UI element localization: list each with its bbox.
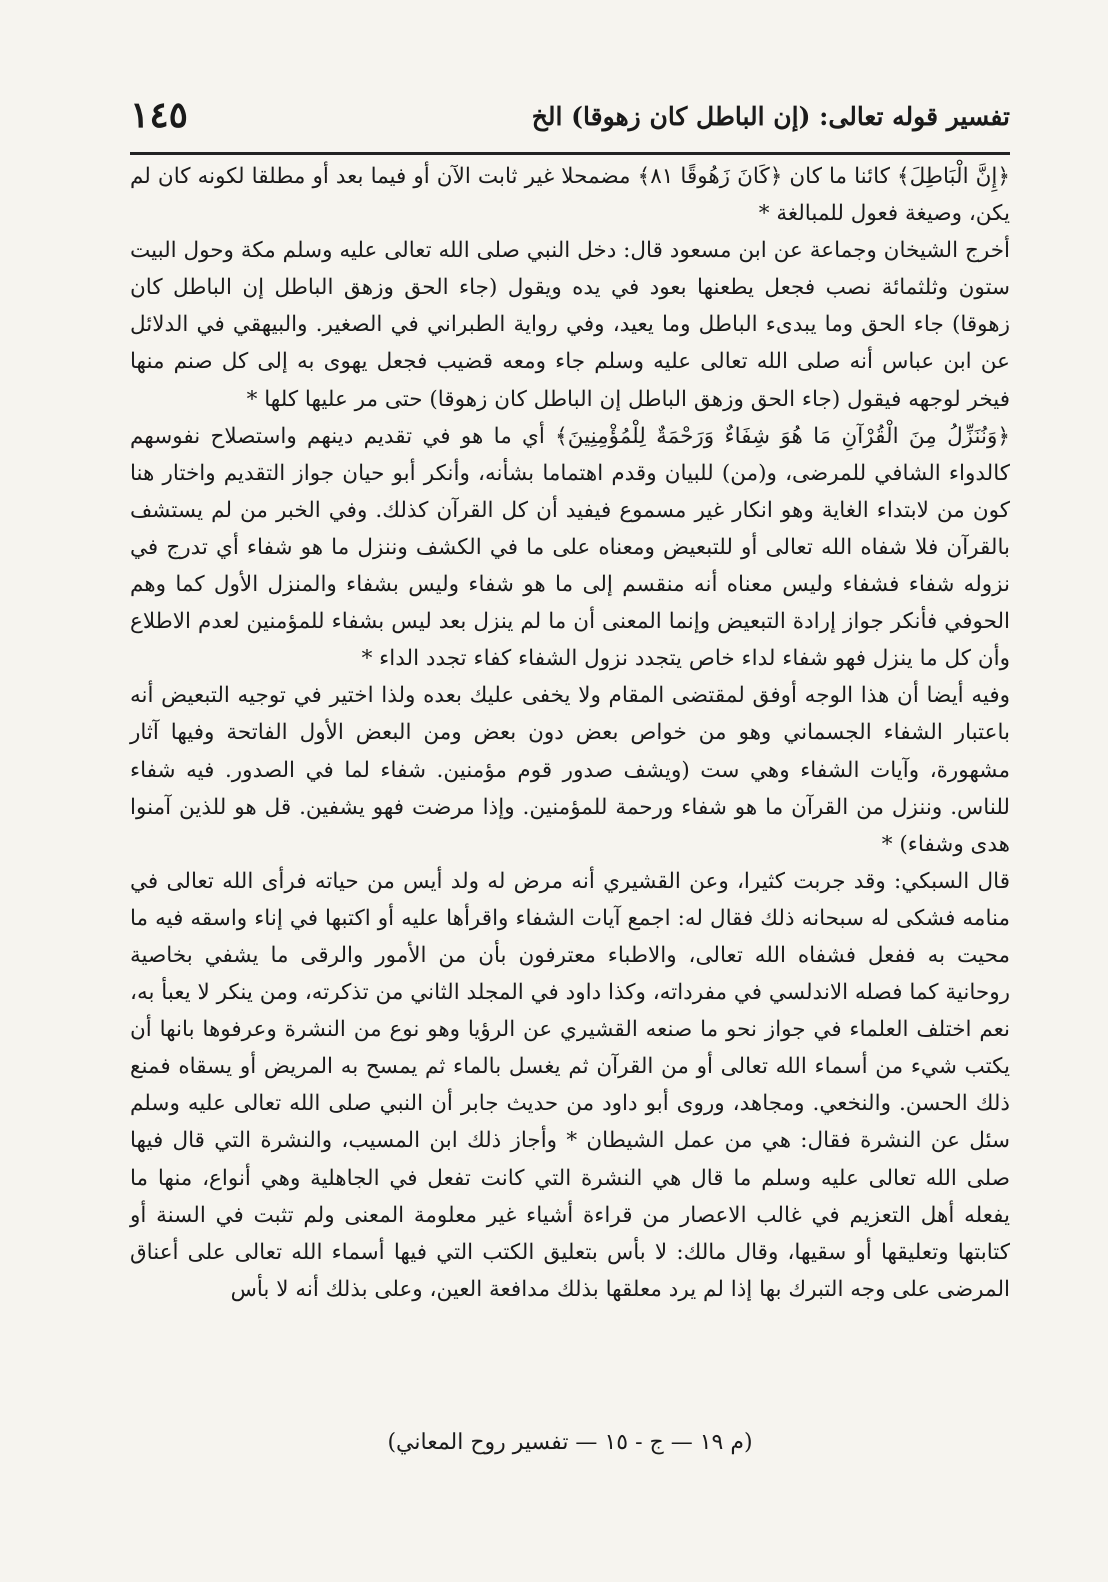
paragraph: ﴿إِنَّ الْبَاطِلَ﴾ كائنا ما كان ﴿كَانَ زَهُوقًا ٨١﴾ مضمحلا غير ثابت الآن أو فيما بعد أو مطلقا لكونه كان لم يكن، وصيغة فعول للمبالغة * xyxy=(130,164,1010,227)
page-number: ١٤٥ xyxy=(130,94,189,136)
page-footer xyxy=(130,1430,1010,1455)
paragraph: ﴿وَنُنَزِّلُ مِنَ الْقُرْآنِ مَا هُوَ شِفَاءٌ وَرَحْمَةٌ لِلْمُؤْمِنِينَ﴾ أي ما هو في تقديم دينهم واستصلاح نفوسهم كالدواء الشافي للمرضى، و(من) للبيان وقدم اهتماما بشأنه، وأنكر أبو حيان جواز التقديم واختار هنا كون من لابتداء الغاية وهو انكار غير مسموع فيفيد أن كل القرآن كذلك. وفي الخبر من لم يستشف بالقرآن فلا شفاه الله تعالى أو للتبعيض ومعناه على ما في الكشف وننزل ما هو شفاء أي تدرج في نزوله شفاء فشفاء وليس معناه أنه منقسم إلى ما هو شفاء وليس بشفاء والمنزل الأول كما وهم الحوفي فأنكر جواز إرادة التبعيض وإنما المعنى أن ما لم ينزل بعد ليس بشفاء للمؤمنين لعدم الاطلاع وأن كل ما ينزل فهو شفاء لداء خاص يتجدد نزول الشفاء كفاء تجدد الداء * xyxy=(130,423,1010,672)
paragraph: قال السبكي: وقد جربت كثيرا، وعن القشيري أنه مرض له ولد أيس من حياته فرأى الله تعالى في منامه فشكى له سبحانه ذلك فقال له: اجمع آيات الشفاء واقرأها عليه أو اكتبها في إناء واسقه فيه ما محيت به ففعل فشفاه الله تعالى، والاطباء معترفون بأن من الأمور والرقى ما يشفي بخاصية روحانية كما فصله الاندلسي في مفرداته، وكذا داود في المجلد الثاني من تذكرته، ومن ينكر لا يعبأ به، نعم اختلف العلماء في جواز نحو ما صنعه القشيري عن الرؤيا وهو نوع من النشرة وعرفوها بانها أن يكتب شيء من أسماء الله تعالى أو من القرآن ثم يغسل بالماء ثم يمسح به المريض أو يسقاه فمنع ذلك الحسن. والنخعي. ومجاهد، وروى أبو داود من حديث جابر أن النبي صلى الله تعالى عليه وسلم سئل عن النشرة فقال: هي من عمل الشيطان * وأجاز ذلك ابن المسيب، والنشرة التي قال فيها صلى الله تعالى عليه وسلم ما قال هي النشرة التي كانت تفعل في الجاهلية وهي أنواع، منها ما يفعله أهل التعزيم في غالب الاعصار من قراءة أشياء غير معلومة المعنى ولم تثبت في السنة أو كتابتها وتعليقها أو سقيها، وقال مالك: لا بأس بتعليق الكتب التي فيها أسماء الله تعالى على أعناق المرضى على وجه التبرك بها إذا لم يرد معلقها بذلك مدافعة العين، وعلى بذلك أنه لا بأس xyxy=(130,868,1010,1302)
page-header xyxy=(130,88,1010,152)
footer-signature: (م ١٩ — ج - ١٥ — تفسير روح المعاني) xyxy=(387,1430,753,1455)
header-rule xyxy=(130,152,1010,155)
paragraph: أخرج الشيخان وجماعة عن ابن مسعود قال: دخل النبي صلى الله تعالى عليه وسلم مكة وحول البيت ستون وثلثمائة نصب فجعل يطعنها بعود في يده ويقول (جاء الحق وزهق الباطل إن الباطل كان زهوقا) جاء الحق وما يبدىء الباطل وما يعيد، وفي رواية الطبراني في الصغير. والبيهقي في الدلائل عن ابن عباس أنه صلى الله تعالى عليه وسلم جاء ومعه قضيب فجعل يهوى به إلى كل صنم منها فيخر لوجهه فيقول (جاء الحق وزهق الباطل إن الباطل كان زهوقا) حتى مر عليها كلها * xyxy=(130,238,1010,412)
body-text xyxy=(130,158,1010,1308)
paragraph: وفيه أيضا أن هذا الوجه أوفق لمقتضى المقام ولا يخفى عليك بعده ولذا اختير في توجيه التبعيض أنه باعتبار الشفاء الجسماني وهو من خواص بعض دون بعض ومن البعض الأول الفاتحة وفيها آثار مشهورة، وآيات الشفاء وهي ست (ويشف صدور قوم مؤمنين. شفاء لما في الصدور. فيه شفاء للناس. وننزل من القرآن ما هو شفاء ورحمة للمؤمنين. وإذا مرضت فهو يشفين. قل هو للذين آمنوا هدى وشفاء) * xyxy=(130,683,1010,857)
running-title: تفسير قوله تعالى: (إن الباطل كان زهوقا) الخ xyxy=(531,102,1010,131)
